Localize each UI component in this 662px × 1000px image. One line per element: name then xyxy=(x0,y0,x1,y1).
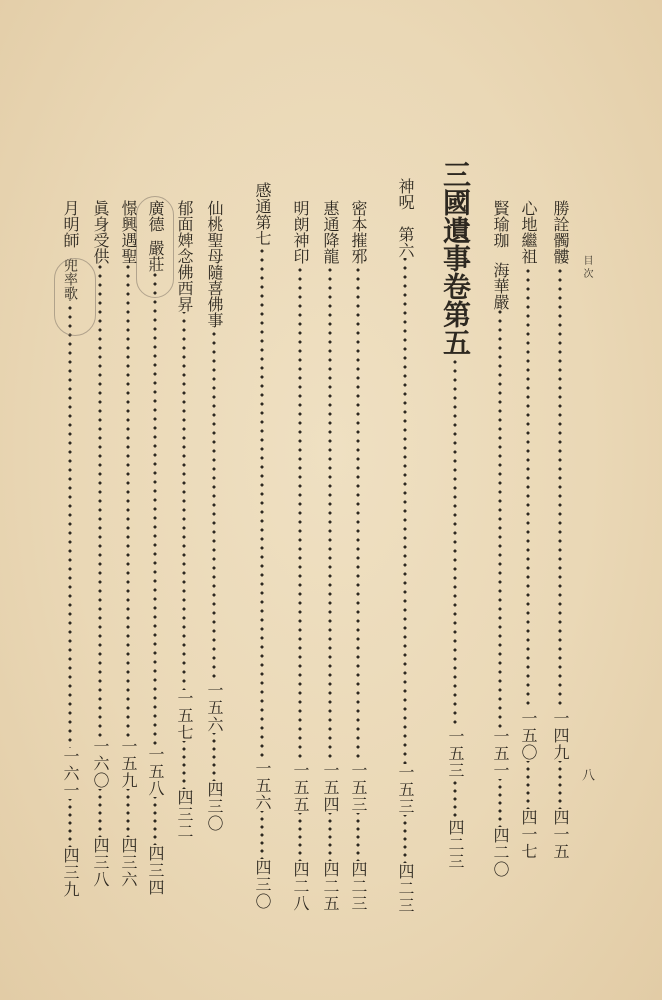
toc-entry xyxy=(288,200,312,912)
entry-page-a: 一五九 xyxy=(119,738,138,789)
leader-dots xyxy=(143,797,167,845)
entry-title: 心地繼祖 xyxy=(519,200,538,264)
leader-dots xyxy=(172,312,196,690)
volume-title: 三國遺事卷第五 xyxy=(439,160,472,356)
entry-title: 廣德 xyxy=(146,200,165,232)
entry-note: 兜率歌 xyxy=(62,258,78,300)
entry-title: 月明師 xyxy=(61,200,80,248)
entry-page-a: 一五七 xyxy=(175,690,194,741)
entry-page-a: 一五四 xyxy=(321,762,340,813)
entry-page-a: 一五六 xyxy=(205,682,224,733)
entry-page-b: 四一七 xyxy=(519,809,538,860)
leader-dots xyxy=(318,813,342,861)
leader-dots xyxy=(548,761,572,809)
toc-section xyxy=(250,182,274,910)
entry-page-a: 一四九 xyxy=(551,710,570,761)
toc-entry xyxy=(172,200,196,840)
leader-dots xyxy=(58,300,82,748)
pencil-circle-mark xyxy=(54,258,96,336)
entry-page-a: 一六〇 xyxy=(91,738,110,789)
leader-dots xyxy=(488,310,512,728)
toc-entry xyxy=(548,200,572,860)
leader-dots xyxy=(202,733,226,781)
entry-page-b: 四二五 xyxy=(321,861,340,912)
entry-page-b: 四二三 xyxy=(446,819,465,870)
leader-dots xyxy=(250,246,274,760)
leader-dots xyxy=(488,779,512,827)
entry-note: 嚴莊 xyxy=(146,240,165,272)
leader-dots xyxy=(143,272,167,746)
entry-page-b: 四三四 xyxy=(146,845,165,896)
entry-page-a: 一六一 xyxy=(61,748,80,799)
entry-page-b: 四三〇 xyxy=(205,781,224,832)
toc-entry xyxy=(516,200,540,860)
leader-dots xyxy=(346,813,370,861)
entry-page-b: 四二〇 xyxy=(491,827,510,878)
entry-page-b: 四三二 xyxy=(175,789,194,840)
leader-dots xyxy=(288,813,312,861)
entry-title: 眞身受供 xyxy=(91,200,110,264)
toc-section xyxy=(393,178,417,914)
entry-title: 賢瑜珈 xyxy=(491,200,510,248)
entry-page-a: 一五六 xyxy=(253,760,272,811)
leader-dots xyxy=(516,264,540,710)
leader-dots xyxy=(318,264,342,762)
entry-page-a: 一五〇 xyxy=(519,710,538,761)
entry-page-b: 四二八 xyxy=(291,861,310,912)
entry-page-b: 四一五 xyxy=(551,809,570,860)
leader-dots xyxy=(346,264,370,762)
leader-dots xyxy=(393,815,417,863)
entry-page-b: 四三〇 xyxy=(253,859,272,910)
toc-entry xyxy=(143,200,167,896)
entry-note: 海華嚴 xyxy=(491,262,510,310)
entry-page-b: 四三六 xyxy=(119,837,138,888)
leader-dots xyxy=(438,356,472,728)
leader-dots xyxy=(438,779,472,819)
entry-title: 惠通降龍 xyxy=(321,200,340,264)
section-title: 神呪 xyxy=(396,178,415,210)
entry-page-a: 一五三 xyxy=(349,762,368,813)
leader-dots xyxy=(116,789,140,837)
volume-heading xyxy=(438,160,472,870)
leader-dots xyxy=(58,799,82,847)
leader-dots xyxy=(88,789,112,837)
leader-dots xyxy=(202,328,226,682)
entry-title: 勝詮髑髏 xyxy=(551,200,570,264)
toc-entry xyxy=(116,200,140,888)
leader-dots xyxy=(88,264,112,738)
section-number: 第六 xyxy=(396,226,415,258)
entry-page-b: 四三九 xyxy=(61,847,80,898)
toc-entry xyxy=(318,200,342,912)
leader-dots xyxy=(172,741,196,789)
leader-dots xyxy=(393,258,417,764)
entry-page-b: 四二三 xyxy=(349,861,368,912)
leader-dots xyxy=(116,264,140,738)
toc-entry xyxy=(202,200,226,832)
toc-entry xyxy=(346,200,370,912)
entry-title: 郁面婢念佛西昇 xyxy=(175,200,194,312)
entry-title: 密本摧邪 xyxy=(349,200,368,264)
entry-page-b: 四三八 xyxy=(91,837,110,888)
entry-title: 憬興遇聖 xyxy=(119,200,138,264)
entry-page-a: 一五五 xyxy=(291,762,310,813)
leader-dots xyxy=(250,811,274,859)
entry-page-a: 一五三 xyxy=(446,728,465,779)
header-label: 目 次 xyxy=(581,255,592,279)
entry-page-b: 四二三 xyxy=(396,863,415,914)
entry-page-a: 一五八 xyxy=(146,746,165,797)
page-number: 八 xyxy=(579,768,594,781)
leader-dots xyxy=(548,264,572,710)
entry-page-a: 一五一 xyxy=(491,728,510,779)
toc-entry xyxy=(488,200,512,878)
leader-dots xyxy=(516,761,540,809)
pencil-circle-mark xyxy=(136,196,174,298)
entry-page-a: 一五三 xyxy=(396,764,415,815)
entry-title: 明朗神印 xyxy=(291,200,310,264)
leader-dots xyxy=(288,264,312,762)
section-title: 感通第七 xyxy=(253,182,272,246)
entry-title: 仙桃聖母隨喜佛事 xyxy=(205,200,224,328)
